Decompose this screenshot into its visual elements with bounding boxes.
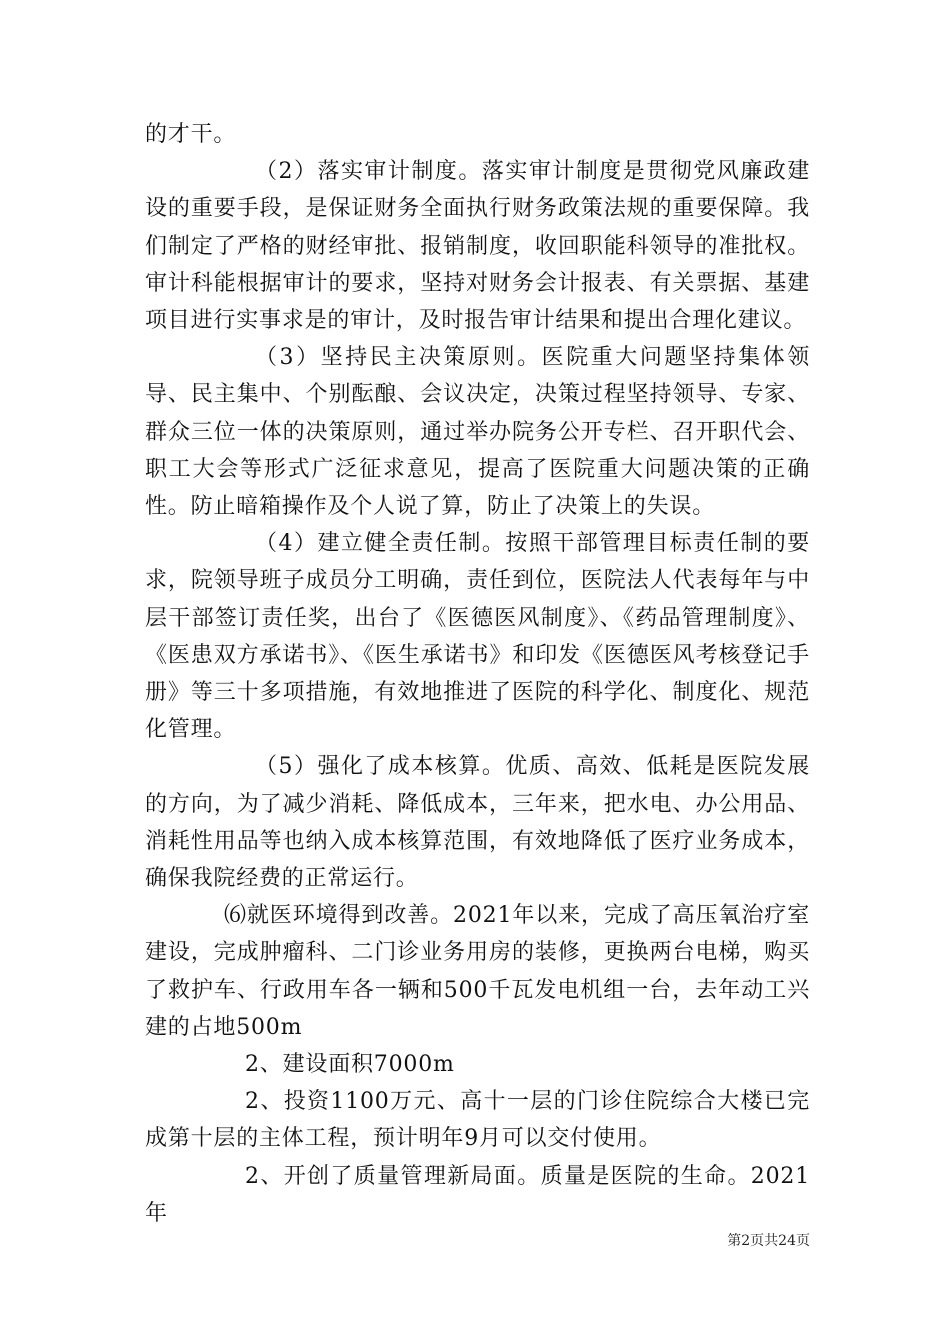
paragraph-responsibility-system: （4）建立健全责任制。按照干部管理目标责任制的要求，院领导班子成员分工明确，责任到位，医院法人代表每年与中层干部签订责任奖，出台了《医德医风制度》、《药品管理制度》、《医患双方承诺书》、《医生承诺书》和印发《医德医风考核登记手册》等三十多项措施，有效地推进了医院的科学化、制度化、规范化管理。 xyxy=(145,531,810,743)
document-body xyxy=(145,116,810,1232)
paragraph-continuation: 的才干。 xyxy=(145,122,237,147)
paragraph-democratic-decision: （3）坚持民主决策原则。医院重大问题坚持集体领导、民主集中、个别酝酿、会议决定，决策过程坚持领导、专家、群众三位一体的决策原则，通过举办院务公开专栏、召开职代会、职工大会等形式广泛征求意见，提高了医院重大问题决策的正确性。防止暗箱操作及个人说了算，防止了决策上的失误。 xyxy=(145,345,810,520)
paragraph-quality-management: 2、开创了质量管理新局面。质量是医院的生命。2021年 xyxy=(145,1163,810,1226)
paragraph-building-area: 2、建设面积7000m xyxy=(245,1052,455,1078)
paragraph-medical-environment: ⑹就医环境得到改善。2021年以来，完成了高压氧治疗室建设，完成肿瘤科、二门诊业务用房的装修，更换两台电梯，购买了救护车、行政用车各一辆和500千瓦发电机组一台，去年动工兴建的占地500m xyxy=(145,903,810,1040)
page-number: 第2页共24页 xyxy=(727,1233,810,1249)
paragraph-cost-accounting: （5）强化了成本核算。优质、高效、低耗是医院发展的方向，为了减少消耗、降低成本，三年来，把水电、办公用品、消耗性用品等也纳入成本核算范围，有效地降低了医疗业务成本，确保我院经费的正常运行。 xyxy=(145,754,810,892)
paragraph-audit-system: （2）落实审计制度。落实审计制度是贯彻党风廉政建设的重要手段，是保证财务全面执行财务政策法规的重要保障。我们制定了严格的财经审批、报销制度，收回职能科领导的准批权。审计科能根据审计的要求，坚持对财务会计报表、有关票据、基建项目进行实事求是的审计，及时报告审计结果和提出合理化建议。 xyxy=(145,159,810,334)
paragraph-investment: 2、投资1100万元、高十一层的门诊住院综合大楼已完成第十层的主体工程，预计明年9月可以交付使用。 xyxy=(145,1089,810,1152)
